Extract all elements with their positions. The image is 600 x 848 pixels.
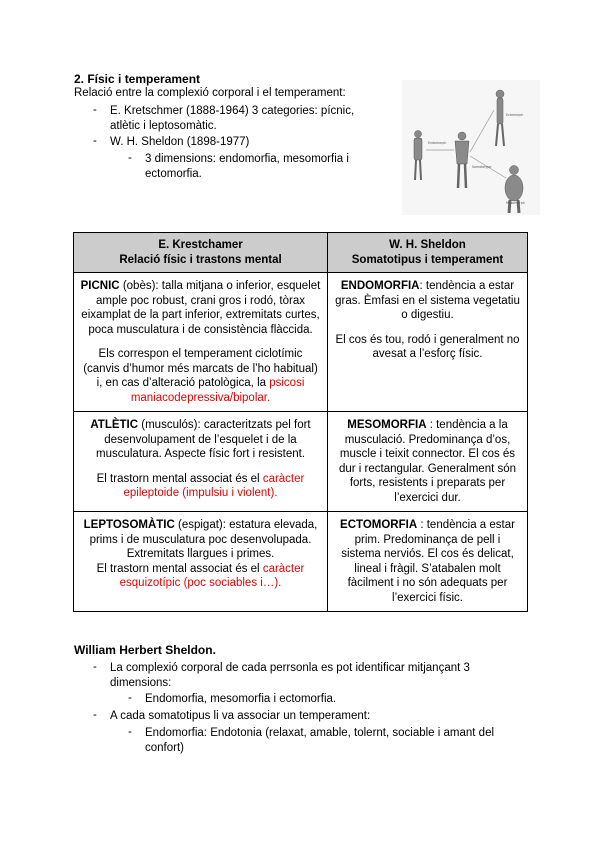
bullet-dash: - xyxy=(93,104,97,116)
header-line: E. Krestchamer xyxy=(158,239,243,251)
bullet-line: dimensions: xyxy=(110,677,172,689)
header-sheldon xyxy=(328,233,528,273)
cell-text: (obès): talla mitjana o inferior, esquelet ample poc robust, crani gros i rodó, tòrax eixamplat de la part inferior, extremitats curtes, poca musculatura i de consistència flàccida. xyxy=(81,280,321,336)
cell-title: PICNIC xyxy=(80,280,120,292)
bullet-line: E. Kretschmer (1888-1964) 3 categories: pícnic, xyxy=(110,105,355,117)
header-line: Relació físic i trastons mental xyxy=(119,253,282,266)
cell-highlight: caràcter epileptoide (impulsiu i violent). xyxy=(123,472,305,499)
cell-highlight: caràcter esquizotípic (poc sociables i…). xyxy=(119,562,305,589)
cell-mesomorfia xyxy=(328,412,528,512)
header-line: W. H. Sheldon xyxy=(389,239,466,251)
bullet-line: atlètic i leptosomàtic. xyxy=(110,120,217,132)
table-row xyxy=(74,412,528,512)
cell-title: MESOMORFIA xyxy=(347,419,427,431)
sub-bullet-dash: - xyxy=(128,692,132,704)
bullet-line: ectomorfia. xyxy=(145,168,202,180)
table-row xyxy=(74,512,528,612)
somatotype-illustration xyxy=(402,80,540,215)
intro-text: Relació entre la complexió corporal i el temperament: xyxy=(74,87,346,99)
bullet-line: La complexió corporal de cada perrsonla es pot identificar mitjançant 3 xyxy=(110,662,470,674)
cell-text: El trastorn mental associat és el xyxy=(96,472,263,485)
label-mesomorph: Mesomorph xyxy=(506,201,525,205)
bullet-line: confort) xyxy=(145,742,184,754)
bullet-sheldon: W. H. Sheldon (1898-1977) xyxy=(110,136,250,148)
cell-ectomorfia xyxy=(328,512,528,612)
cell-title: ENDOMORFIA xyxy=(340,280,420,292)
somatotype-figure xyxy=(402,80,540,215)
cell-text: El trastorn mental associat és el xyxy=(96,562,263,575)
cell-title: ATLÈTIC xyxy=(90,419,139,431)
sub-bullet-endomorfia xyxy=(145,726,494,756)
sub-bullet-dimensions xyxy=(145,152,349,182)
label-ectomorph: Ectomorph xyxy=(506,113,524,117)
sub-bullet-dash: - xyxy=(128,152,132,164)
cell-text: : tendència a la musculació. Predominança d’os, muscle i teixit connector. El cos és dur i rectangular. Generalment són forts, resistents i preparats per l’exercici dur. xyxy=(338,419,517,504)
cell-leptosomatic xyxy=(74,512,328,612)
cell-text: El cos és tou, rodó i generalment no avesat a l’esforç físic. xyxy=(335,333,520,360)
table-header-row xyxy=(74,233,528,273)
bullet-temperament: A cada somatotipus li va associar un temperament: xyxy=(110,710,371,722)
cell-atletic xyxy=(74,412,328,512)
cell-endomorfia xyxy=(328,273,528,412)
bullet-dash: - xyxy=(93,661,97,673)
section-heading: 2. Físic i temperament xyxy=(74,72,201,86)
bullet-line: 3 dimensions: endomorfia, mesomorfia i xyxy=(145,153,349,165)
cell-text: : tendència a estar gras. Èmfasi en el sistema vegetatiu o digestiu. xyxy=(335,280,520,321)
cell-text: : tendència a estar prim. Predominança de pell i sistema nerviós. El cos és delicat, lineal i fràgil. S’atabalen molt fàcilment i no són adequats per l’exercici físic. xyxy=(341,519,515,604)
header-line: Somatotipus i temperament xyxy=(351,253,504,266)
section2-heading: William Herbert Sheldon. xyxy=(74,643,216,657)
header-kretschmer xyxy=(74,233,328,273)
cell-text: (musculós): caracteritzats pel fort desenvolupament de l’esquelet i de la musculatura. Aspecte físic fort i resistent. xyxy=(96,419,311,460)
label-somatotype: Somatotype xyxy=(472,165,492,169)
cell-title: ECTOMORFIA xyxy=(340,519,418,531)
sub-bullet-dimensions2: Endomorfia, mesomorfia i ectomorfia. xyxy=(145,693,337,705)
table-row xyxy=(74,273,528,412)
cell-title: LEPTOSOMÀTIC xyxy=(83,519,175,531)
label-endomorph: Endomorph xyxy=(428,141,447,145)
comparison-table xyxy=(73,232,528,612)
cell-picnic xyxy=(74,273,328,412)
bullet-kretschmer xyxy=(110,104,354,134)
bullet-dash: - xyxy=(93,135,97,147)
sub-bullet-dash: - xyxy=(128,726,132,738)
cell-text: (espigat): estatura elevada, prims i de musculatura poc desenvolupada. Extremitats llargues i primes. xyxy=(89,519,318,560)
bullet-complexio xyxy=(110,661,470,691)
bullet-dash: - xyxy=(93,709,97,721)
cell-highlight: psicosi maniacodepressiva/bipolar. xyxy=(130,377,305,404)
bullet-line: Endomorfia: Endotonia (relaxat, amable, tolernt, sociable i amant del xyxy=(145,727,495,739)
cell-text: Els correspon el temperament ciclotímic (canvis d’humor més marcats de l’ho habitual) i, en cas d’alteració patològica, la xyxy=(83,348,318,389)
